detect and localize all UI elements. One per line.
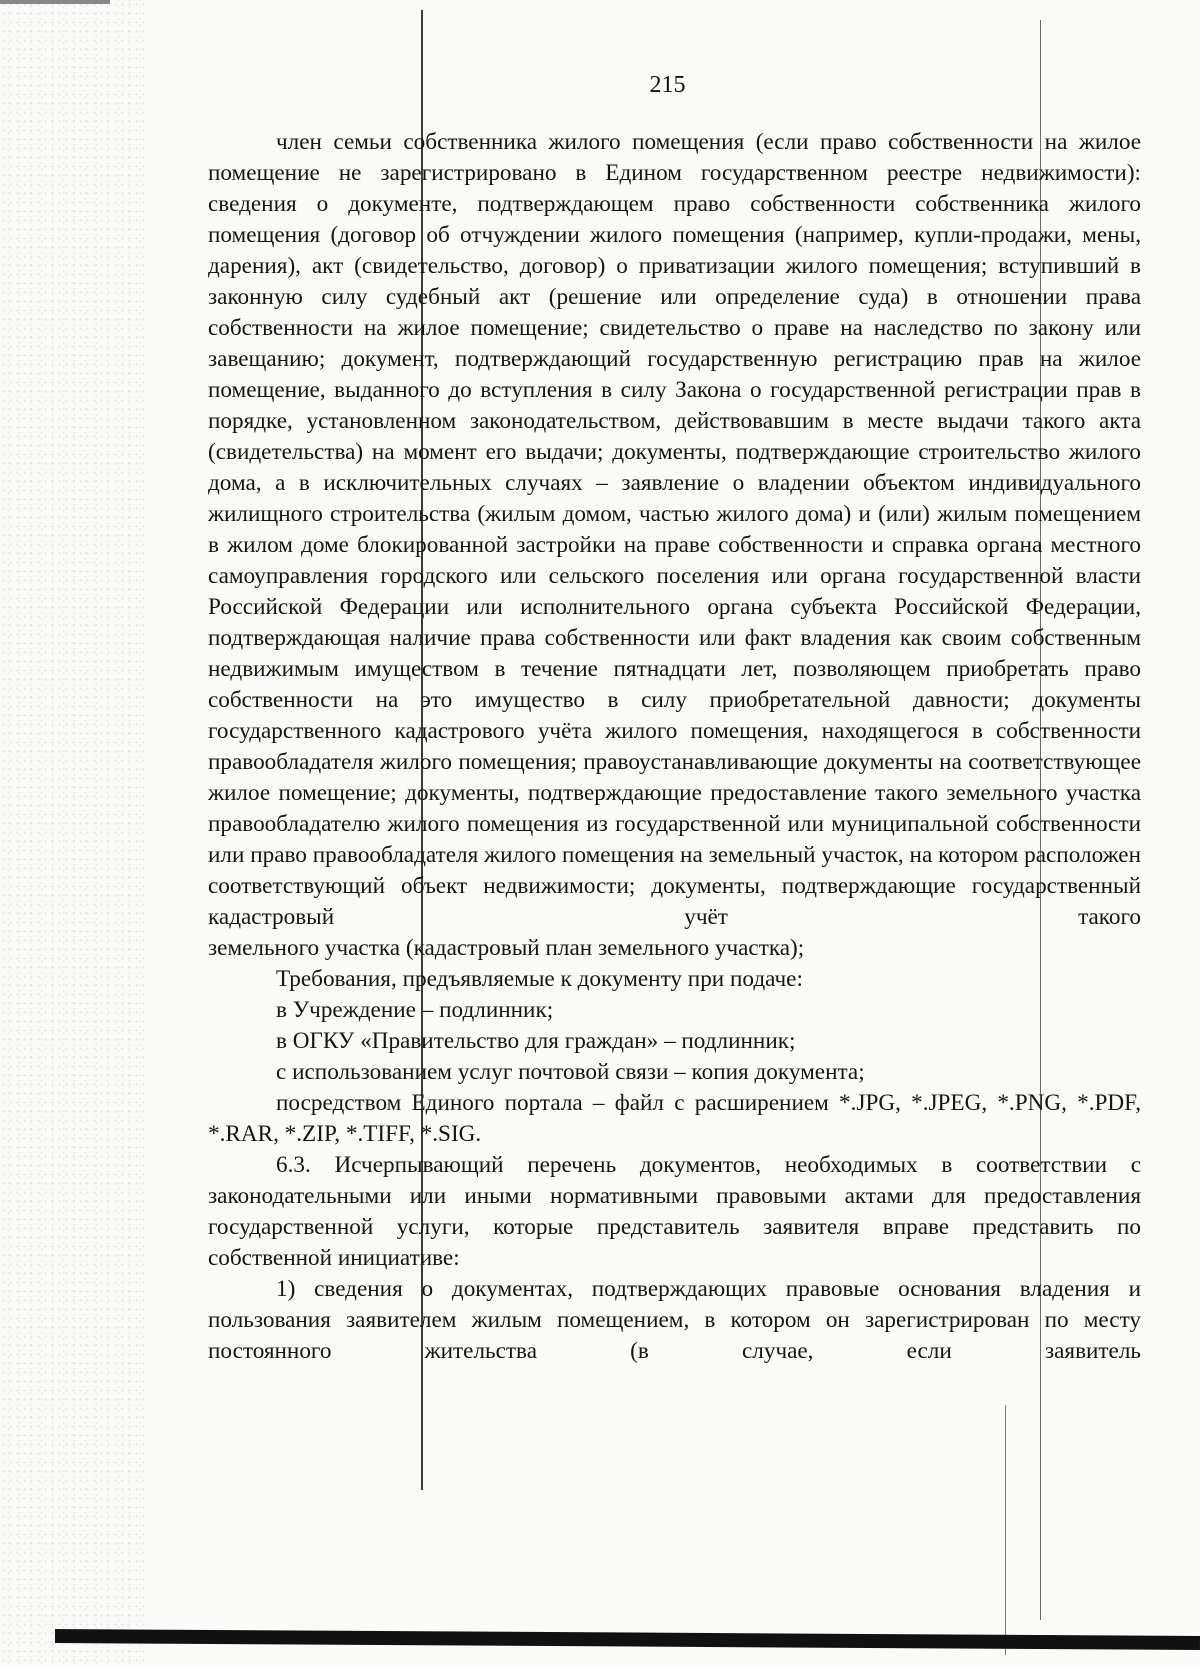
paragraph-requirement-institution: в Учреждение – подлинник; [276,997,554,1023]
paragraph-item-1: 1) сведения о документах, подтверждающих правовые основания владения и пользования заявителем жилым помещением, в котором он зарегистрирован по месту постоянного жительства (в случае, если заявитель [208,1276,1141,1364]
paragraph-requirement-ogku: в ОГКУ «Правительство для граждан» – подлинник; [276,1028,796,1054]
paragraph-requirement-portal: посредством Единого портала – файл с расширением *.JPG, *.JPEG, *.PNG, *.PDF, *.RAR, *.ZIP, *.TIFF, *.SIG. [208,1090,1141,1147]
paragraph-requirement-post: с использованием услуг почтовой связи – копия документа; [276,1059,865,1085]
paragraph-requirements-heading: Требования, предъявляемые к документу при подаче: [276,966,803,992]
scan-top-edge [0,0,110,4]
scan-margin-noise [0,0,150,1665]
page-number: 215 [649,72,686,98]
paragraph-section-6-3: 6.3. Исчерпывающий перечень документов, необходимых в соответствии с законодательными или иными нормативными правовыми актами для предоставления государственной услуги, которые представитель заявителя вправе представить по собственной инициативе: [208,1152,1141,1271]
paragraph-family-member-docs: член семьи собственника жилого помещения (если право собственности на жилое помещение не зарегистрировано в Едином государственном реестре недвижимости): сведения о документе, подтверждающем право собственности собственника жилого помещения (договор об отчуждении жилого помещения (например, купли-продажи, мены, дарения), акт (свидетельство, договор) о приватизации жилого помещения; вступивший в законную силу судебный акт (решение или определение суда) в отношении права собственности на жилое помещение; свидетельство о праве на наследство по закону или завещанию; документ, подтверждающий государственную регистрацию прав на жилое помещение, выданного до вступления в силу Закона о государственной регистрации прав в порядке, установленном законодательством, действовавшим в месте выдачи такого акта (свидетельства) на момент его выдачи; документы, подтверждающие строительство жилого дома, а в исключительных случаях – заявление о владении объектом индивидуального жилищного строительства (жилым домом, частью жилого дома) и (или) жилым помещением в жилом доме блокированной застройки на праве собственности и справка органа местного самоуправления городского или сельского поселения или органа государственной власти Российской Федерации или исполнительного органа субъекта Российской Федерации, подтверждающая наличие права собственности или факт владения как своим собственным недвижимым имуществом в течение пятнадцати лет, позволяющем приобретать право собственности на это имущество в силу приобретательной давности; документы государственного кадастрового учёта жилого помещения, находящегося в собственности правообладателя жилого помещения; правоустанавливающие документы на соответствующее жилое помещение; документы, подтверждающие предоставление такого земельного участка правообладателю жилого помещения из государственной или муниципальной собственности или право правообладателя жилого помещения на земельный участок, на котором расположен соответствующий объект недвижимости; документы, подтверждающие государственный кадастровый учёт такого [208,129,1141,930]
scan-fold-line-lower [1005,1405,1006,1655]
document-body [208,127,1141,1367]
scan-bottom-edge [55,1629,1200,1650]
paragraph-family-member-docs-end: земельного участка (кадастровый план земельного участка); [208,935,805,961]
